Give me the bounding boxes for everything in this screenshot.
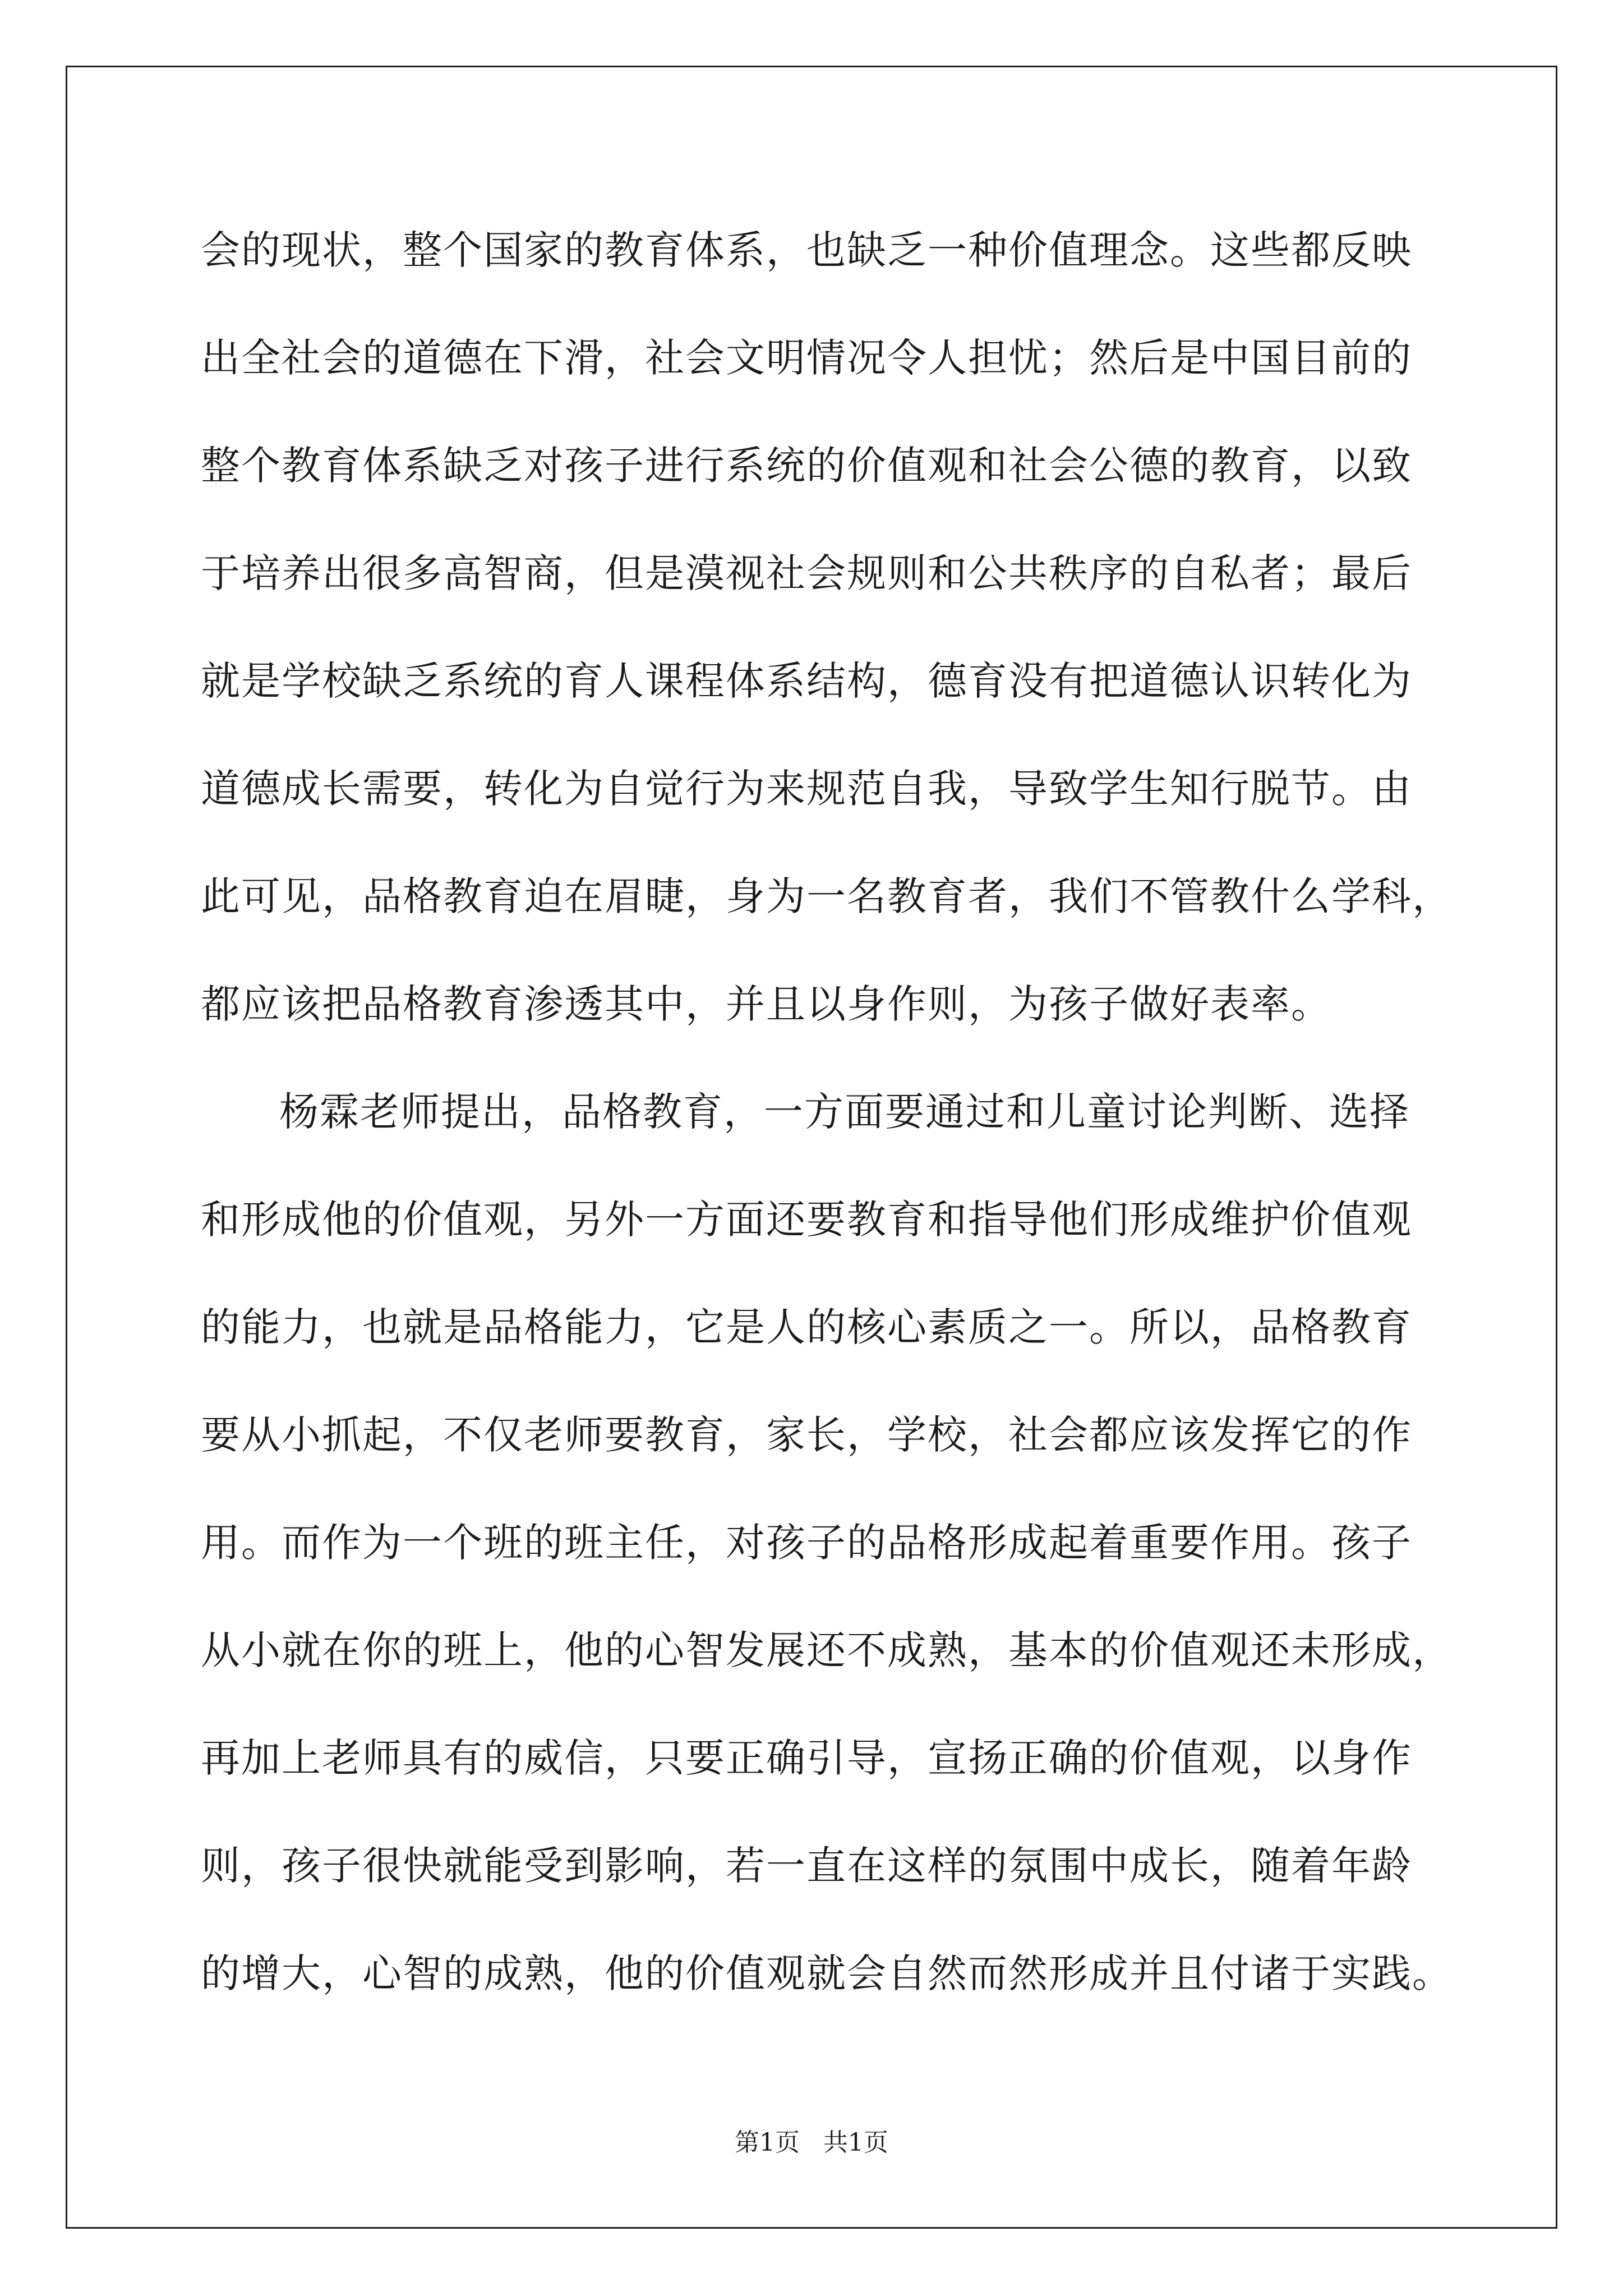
text-line: 的能力，也就是品格能力，它是人的核心素质之一。所以，品格教育 xyxy=(201,1304,1412,1350)
text-line: 道德成长需要，转化为自觉行为来规范自我，导致学生知行脱节。由 xyxy=(201,766,1412,812)
text-line: 和形成他的价值观，另外一方面还要教育和指导他们形成维护价值观 xyxy=(201,1197,1412,1243)
text-line: 再加上老师具有的威信，只要正确引导，宣扬正确的价值观，以身作 xyxy=(201,1735,1412,1781)
page-footer: 第1页 共1页 xyxy=(735,2128,888,2157)
text-line: 此可见，品格教育迫在眉睫，身为一名教育者，我们不管教什么学科， xyxy=(201,873,1453,919)
text-line: 会的现状，整个国家的教育体系，也缺乏一种价值理念。这些都反映 xyxy=(201,227,1412,273)
document-body xyxy=(201,214,1474,2045)
text-line: 则，孩子很快就能受到影响，若一直在这样的氛围中成长，随着年龄 xyxy=(201,1843,1412,1889)
paragraph-start-line: 杨霖老师提出，品格教育，一方面要通过和儿童讨论判断、选择 xyxy=(279,1089,1410,1135)
text-line: 都应该把品格教育渗透其中，并且以身作则，为孩子做好表率。 xyxy=(201,981,1331,1027)
text-line: 用。而作为一个班的班主任，对孩子的品格形成起着重要作用。孩子 xyxy=(201,1520,1412,1566)
text-line: 出全社会的道德在下滑，社会文明情况令人担忧；然后是中国目前的 xyxy=(201,335,1412,381)
text-line: 从小就在你的班上，他的心智发展还不成熟，基本的价值观还未形成， xyxy=(201,1627,1453,1673)
text-line: 的增大，心智的成熟，他的价值观就会自然而然形成并且付诸于实践。 xyxy=(201,1950,1453,1996)
text-line: 就是学校缺乏系统的育人课程体系结构，德育没有把道德认识转化为 xyxy=(201,658,1412,704)
text-line: 于培养出很多高智商，但是漠视社会规则和公共秩序的自私者；最后 xyxy=(201,550,1412,596)
text-line: 要从小抓起，不仅老师要教育，家长，学校，社会都应该发挥它的作 xyxy=(201,1412,1412,1458)
text-line: 整个教育体系缺乏对孩子进行系统的价值观和社会公德的教育，以致 xyxy=(201,443,1412,489)
